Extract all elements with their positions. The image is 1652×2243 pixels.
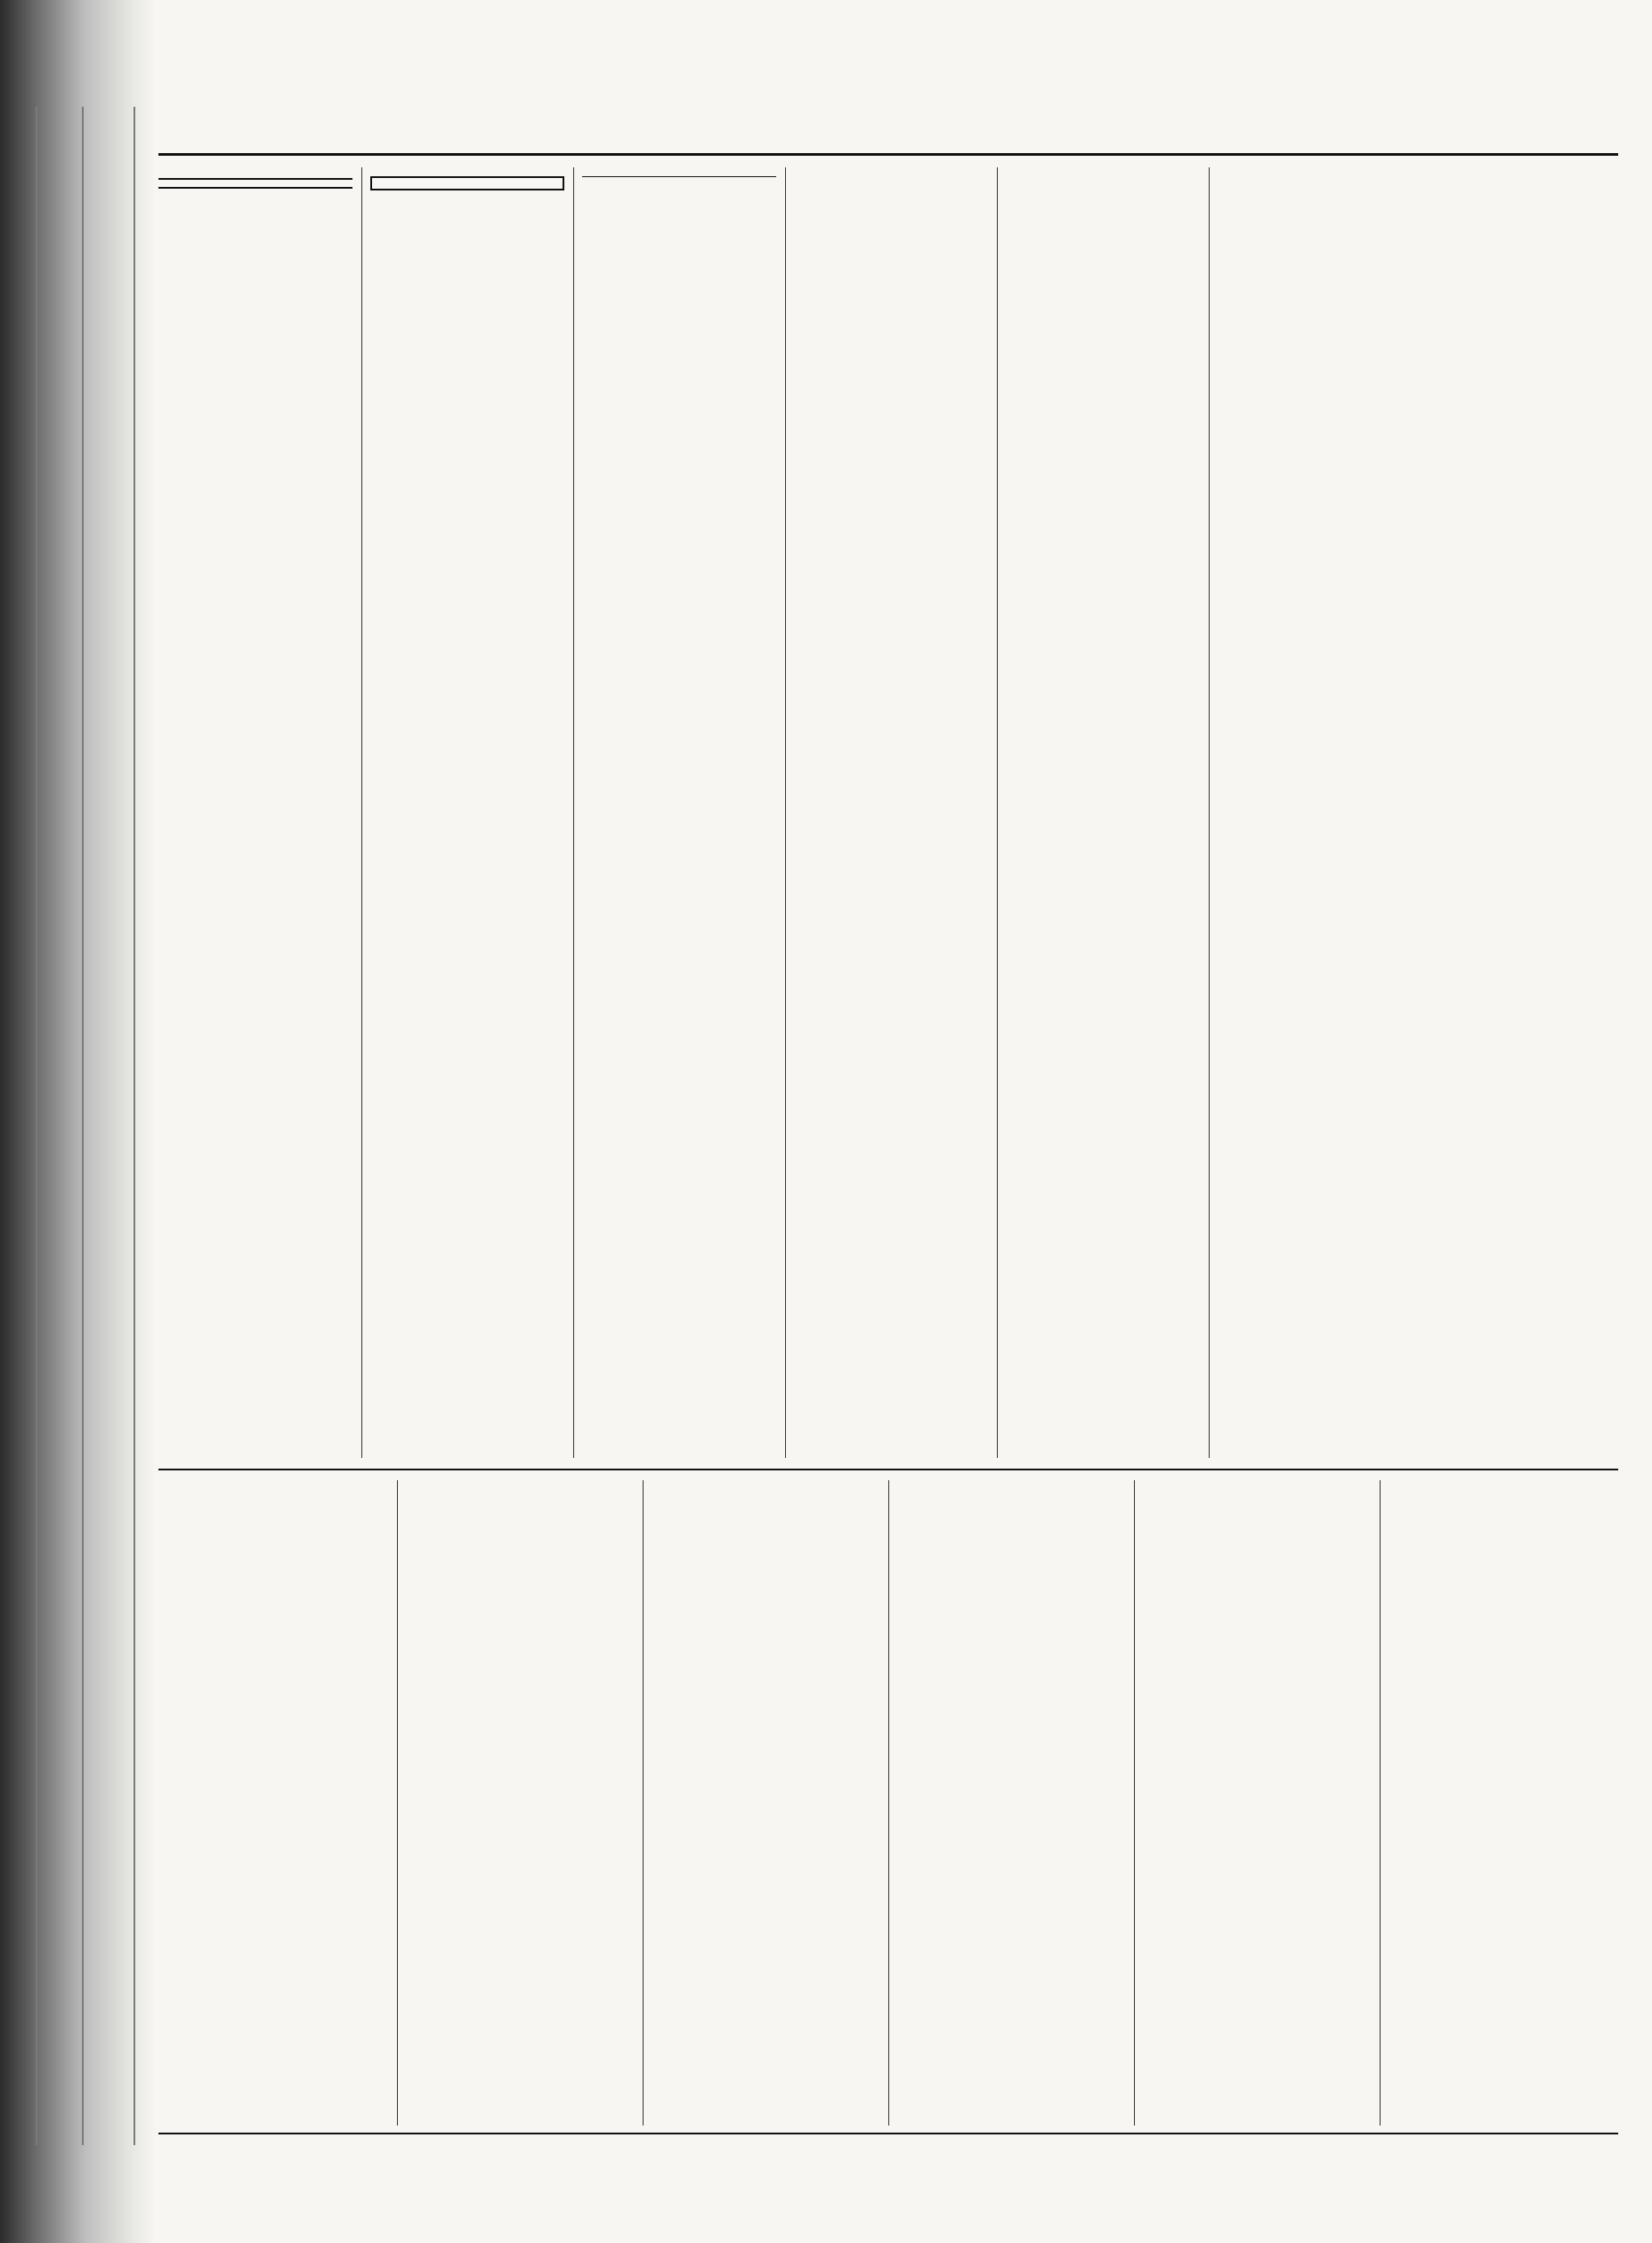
binding-edge (82, 107, 84, 2145)
newspaper-page (158, 141, 1618, 2134)
column-divider (785, 167, 786, 1458)
column-divider (643, 1480, 644, 2126)
feuilleton-column-6 (1387, 1485, 1616, 2126)
feuilleton-column-3 (650, 1485, 883, 2126)
column-divider (1380, 1480, 1381, 2126)
column-1 (158, 167, 352, 1449)
feuilleton-column-4 (895, 1485, 1129, 2126)
column-6-cronaca (1218, 167, 1437, 1449)
bottom-rule (158, 2133, 1618, 2134)
section-title-piccolo-corriere (370, 176, 564, 190)
section-title-biblioteca (582, 176, 776, 182)
column-divider (1209, 167, 1210, 1458)
column-4 (794, 167, 988, 1449)
feuilleton-column-5 (1141, 1485, 1374, 2126)
column-divider (361, 167, 362, 1458)
feuilleton-column-2 (404, 1485, 637, 2126)
column-divider (1134, 1480, 1135, 2126)
book-binding (0, 0, 156, 2243)
binding-edge (36, 107, 37, 2145)
column-3 (582, 167, 776, 1449)
column-divider (997, 167, 998, 1458)
column-divider (573, 167, 574, 1458)
column-divider (397, 1480, 398, 2126)
column-5 (1006, 167, 1200, 1449)
binding-edge (134, 107, 135, 2145)
column-2 (370, 167, 564, 1449)
top-rule (158, 153, 1618, 156)
feuilleton-column-1 (158, 1485, 392, 2126)
feuilleton-rule (158, 1469, 1618, 1470)
column-divider (888, 1480, 889, 2126)
section-title-notizie-estere (158, 178, 352, 189)
